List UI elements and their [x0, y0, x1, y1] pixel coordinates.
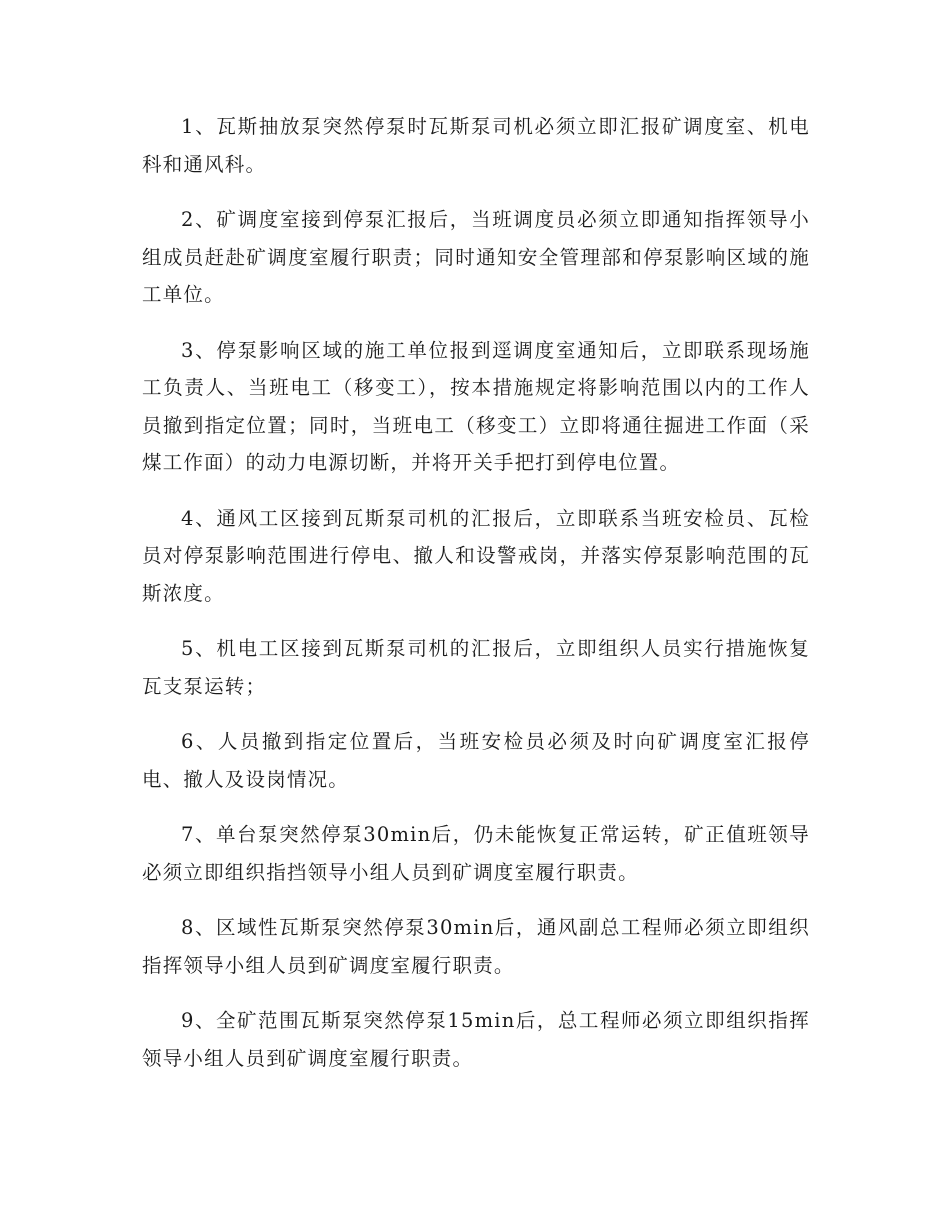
paragraph-1: 1、瓦斯抽放泵突然停泵时瓦斯泵司机必须立即汇报矿调度室、机电科和通风科。: [142, 115, 810, 176]
paragraph-5: 5、机电工区接到瓦斯泵司机的汇报后，立即组织人员实行措施恢复瓦支泵运转；: [142, 637, 810, 698]
paragraph-8: 8、区域性瓦斯泵突然停泵30min后，通风副总工程师必须立即组织指挥领导小组人员到矿调度室履行职责。: [142, 916, 810, 977]
paragraph-3: 3、停泵影响区域的施工单位报到逕调度室通知后，立即联系现场施工负责人、当班电工（移变工），按本措施规定将影响范围以内的工作人员撤到指定位置；同时，当班电工（移变工）立即将通往掘进工作面（采煤工作面）的动力电源切断，并将开关手把打到停电位置。: [142, 338, 810, 474]
paragraph-9: 9、全矿范围瓦斯泵突然停泵15min后，总工程师必须立即组织指挥领导小组人员到矿调度室履行职责。: [142, 1009, 810, 1070]
paragraph-2: 2、矿调度室接到停泵汇报后，当班调度员必须立即通知指挥领导小组成员赶赴矿调度室履行职责；同时通知安全管理部和停泵影响区域的施工单位。: [142, 208, 810, 306]
paragraph-4: 4、通风工区接到瓦斯泵司机的汇报后，立即联系当班安检员、瓦检员对停泵影响范围进行停电、撤人和设警戒岗，并落实停泵影响范围的瓦斯浓度。: [142, 506, 810, 605]
document-body: [142, 108, 810, 1095]
paragraph-7: 7、单台泵突然停泵30min后，仍未能恢复正常运转，矿正值班领导必须立即组织指挡领导小组人员到矿调度室履行职责。: [142, 823, 810, 884]
paragraph-6: 6、人员撤到指定位置后，当班安检员必须及时向矿调度室汇报停电、撤人及设岗情况。: [142, 730, 810, 791]
